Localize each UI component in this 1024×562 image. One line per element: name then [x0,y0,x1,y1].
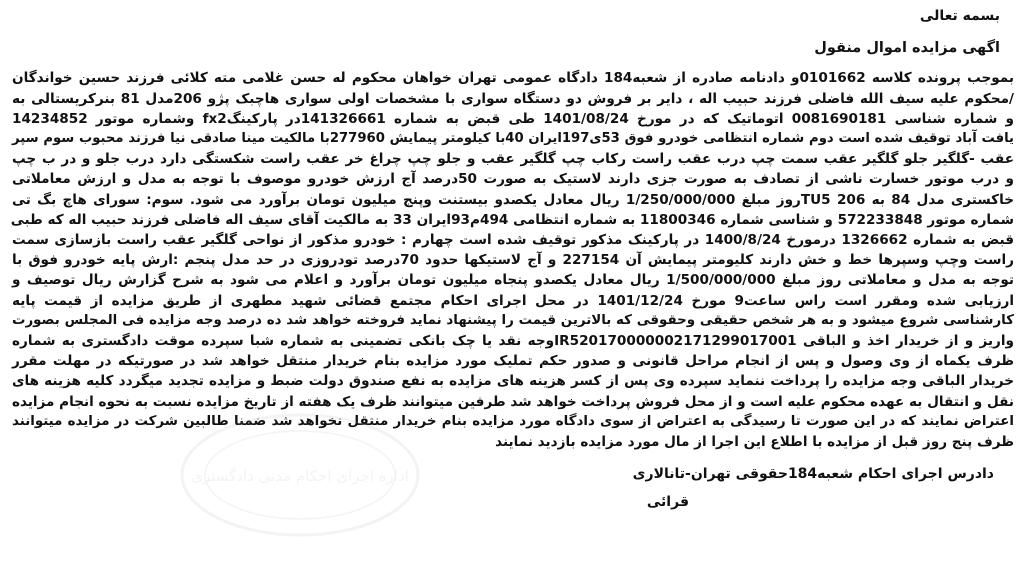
body-line: عقب -گلگیر جلو گلگیر عقب سمت چپ درب عقب راست رکاب چپ گلگیر عقب و جلو چپ چراغ خر عقب راست شکستگی دارد درب جلو و در ب چپ [12,151,1014,168]
signature-name: قرائی [646,494,689,511]
notice-title: اگهی مزایده اموال منقول [814,40,1000,57]
body-line: و شماره شناسی 0081690181 اتوماتیک که در مورخ 1401/08/24 طی قبض به شماره 141326661در پارکینگfx2 وشماره موتور 14234852 [12,110,1015,127]
body-line: شماره موتور 572233848 و شناسی شماره 11800346 به شماره انتظامی 494م93ایران 33 به مالکیت آقای سیف اله فاضلی فرزند حبیب اله که طبی [10,211,1014,228]
body-line: /محکوم علیه سیف الله فاضلی فرزند حبیب اله ، دایر بر فروش دو دستگاه سواری با مشخصات اولی سواری هاچبک پژو 206مدل 81 بنرکریستالی به [12,90,1014,107]
watermark-text: اداره اجرای احکام مدنی دادگستری [191,467,409,485]
body-line: راست وچپ وسپرها خط و خش دارند کلیومتر پیمایش آن 227154 و آج لاستیکها حدود 70درصد تودروزی در حد مدل پنجم :ارش پایه خودرو فوق با [12,252,1014,269]
basmala-heading: بسمه تعالی [919,8,1000,24]
body-line: ظرف یکماه از وی وصول و پس از انجام مراحل قانونی و صدور حکم تملیک مورد مزایده بنام خریدار منتقل خواهد شد در صورتیکه در مهلت مقرر [12,353,1014,370]
body-line: ارزیابی شده ومقرر است راس ساعت9 مورخ 1401/12/24 در محل اجرای احکام مجتمع قضائی شهید مطهری از طریق مزایده از قیمت پایه [12,292,1015,309]
body-line: توجه به مدل و معاملاتی روز مبلغ 1/500/000/000 ریال معادل یکصدو پنجاه میلیون تومان برآورد و اعلام می شود به شرح گزارش ریال توصیف و [12,272,1014,289]
body-line-last: ظرف پنج روز قبل از مزایده با اطلاع این اجرا از مال مورد مزایده بازدید نمایند [495,434,1014,451]
body-line: نقل و انتقال به عهده محکوم علیه است و از محل فروش پرداخت خواهد شد طرفین میتوانند ظرف یک هفته از تاریخ مزایده نسبت به نحوه انجام مزایده [11,393,1014,410]
body-line: اعتراض نمایند که در این صورت تا رسیدگی به اعتراض از سوی دادگاه مورد مزایده بنام خریدار منتقل نخواهد شد ضمنا طالبین شرکت در مزایده میتوانند [12,413,1014,429]
notice-body [12,68,1014,452]
body-line: و درب موتور خسارت ناشی از تصادف به صورت جزی دارند لاستیک به صورت 50درصد آج ارزش خودرو موصوف با توجه به مدل و ارزش معاملاتی [12,171,1014,188]
body-line: خاکستری مدل 84 به 206 TU5روز مبلغ 1/250/000/000 ریال معادل یکصدو بیستنت وپنج میلیون تومان برآورد می شود. سوم: سوراى هاچ بگ تی [12,191,1014,208]
body-line: واریز و از خریدار اخذ و الباقی IR520170000002171299017001وجه نقد یا چک بانکی تضمینی به شماره شبا سپرده موقت دادگستری به شماره [12,333,1014,350]
body-line: بموجب پرونده کلاسه 0101662و دادنامه صادره از شعبه184 دادگاه عمومی تهران خواهان محکوم له حسن غلامی مته کلائی فرزند حسین خواندگان [12,70,1014,87]
body-line: قبض به شماره 1326662 درمورخ 1400/8/24 در پارکینک مذکور توقیف شده است چهارم : خودرو مذکور از نواحی گلگیر عقب راست بازسازی سمت [12,232,1014,249]
body-line: خریدار الباقی وجه مزایده را پرداخت ننماید سپرده وی پس از کسر هزینه های مزایده به نفع صندوق دولت ضبط و مزایده تجدید میگردد کلیه هزینه های [12,373,1014,390]
body-line: کارشناسی شروع میشود و به هر شخص حقیقی وحقوقی که بالاترین قیمت را پیشنهاد نماید فروخته خواهد شد ده درصد وجه مزایده فی المجلس بصورت [12,312,1014,328]
body-line: یافت آباد توقیف شده است دوم شماره انتظامی خودرو فوق 53ی197ایران 40با کیلومتر پیمایش 277960با مالکیت مینا صادقی نیا فرزند محبوب سوم سپر [12,131,1014,147]
signature-judge: دادرس اجرای احکام شعبه184حقوقی تهران-تانالاری [632,466,994,483]
